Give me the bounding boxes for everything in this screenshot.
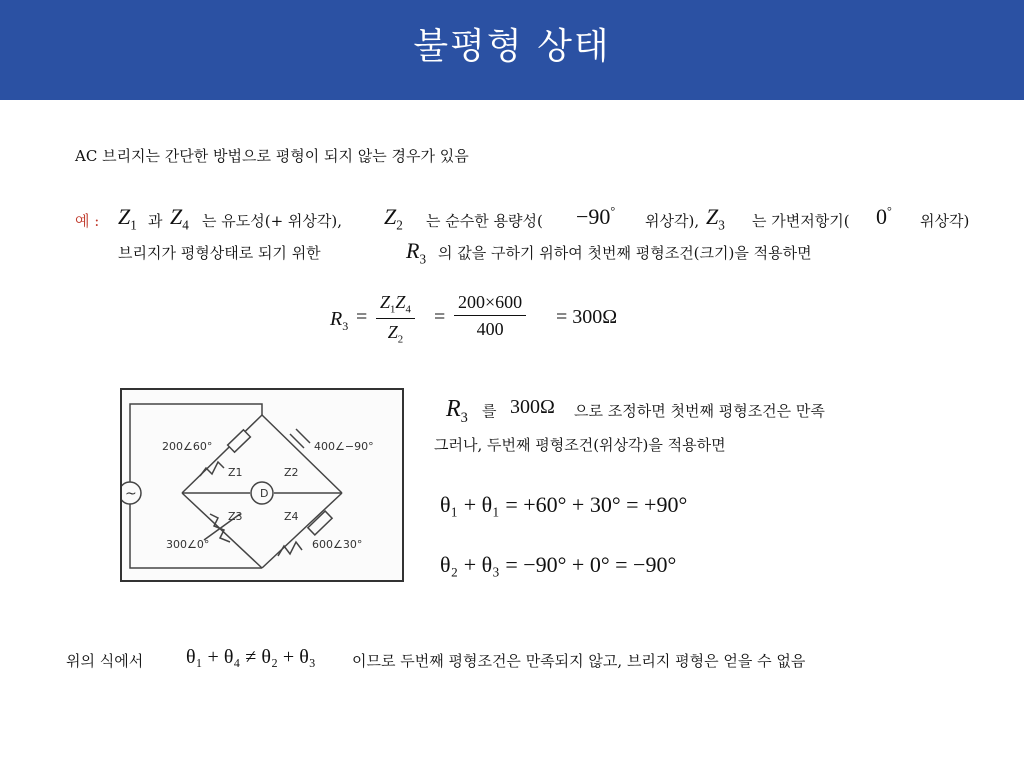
right-r3-symbol: $R_3$ [446,396,468,426]
z4-component-label: Z4 [284,510,299,523]
eq-fraction-z-numerator: $Z_1Z_4$ [376,292,415,319]
eq-equals-2: = [434,306,446,328]
zero-degree-value: 0° [876,204,892,229]
eq-lhs: $R_3$ [330,308,349,333]
z2-value-label: 400∠−90° [314,440,374,453]
z1-component-label: Z1 [228,466,243,479]
example-label: 예 : [75,212,100,230]
z4-symbol: $Z_4$ [170,204,189,233]
line2-text-b: 의 값을 구하기 위하여 첫번째 평형조건(크기)을 적용하면 [438,244,812,262]
source-label: ~ [125,486,137,502]
eq-fraction-z-denominator: $Z_2$ [387,321,404,346]
right-300-ohm: 300Ω [510,396,555,418]
intro-text: AC 브리지는 간단한 방법으로 평형이 되지 않는 경우가 있음 [75,147,469,165]
z1-value-label: 200∠60° [162,440,213,453]
z2-component-label: Z2 [284,466,299,479]
bridge-circuit-image [120,388,404,582]
z3-symbol: $Z_3$ [706,204,725,233]
text-phase-1: 위상각), [645,212,700,230]
eq-fraction-z [376,292,415,345]
slide-title: 불평형 상태 [413,26,611,67]
eq-fraction-values [454,292,526,340]
text-phase-2: 위상각) [920,212,970,230]
title-bar [0,0,1024,100]
eq-result: = 300Ω [556,306,618,328]
minus-90-value: −90° [576,204,616,229]
right-word-reul: 를 [482,402,497,420]
phase-equation-1: θ₁ + θ₁ = +60° + 30° = +90° [440,492,688,517]
bottom-prefix: 위의 식에서 [66,652,144,670]
bridge-circuit-drawing [122,390,402,580]
z1-symbol: $Z_1$ [118,204,137,233]
right-line1: 으로 조정하면 첫번째 평형조건은 만족 [574,402,825,420]
bottom-suffix: 이므로 두번째 평형조건은 만족되지 않고, 브리지 평형은 얻을 수 없음 [352,652,806,670]
text-inductive: 는 유도성(+ 위상각), [202,212,343,230]
word-and: 과 [148,212,163,230]
eq-equals-1: = [356,306,368,328]
eq-fraction-values-denominator: 400 [476,319,504,339]
z3-value-label: 300∠0° [166,538,210,551]
z3-component-label: Z3 [228,510,243,523]
text-capacitive: 는 순수한 용량성( [426,212,543,230]
bottom-inequality: θ₁ + θ₄ ≠ θ₂ + θ₃ [186,646,316,668]
z2-symbol: $Z_2$ [384,204,403,233]
right-line2: 그러나, 두번째 평형조건(위상각)을 적용하면 [434,436,726,454]
text-resistor: 는 가변저항기( [752,212,850,230]
r3-symbol: $R_3$ [406,238,427,267]
detector-label: D [260,487,269,500]
line2-text-a: 브리지가 평형상태로 되기 위한 [118,244,321,262]
z4-value-label: 600∠30° [312,538,363,551]
phase-equation-2: θ₂ + θ₃ = −90° + 0° = −90° [440,552,677,577]
eq-fraction-values-numerator: 200×600 [454,292,526,316]
